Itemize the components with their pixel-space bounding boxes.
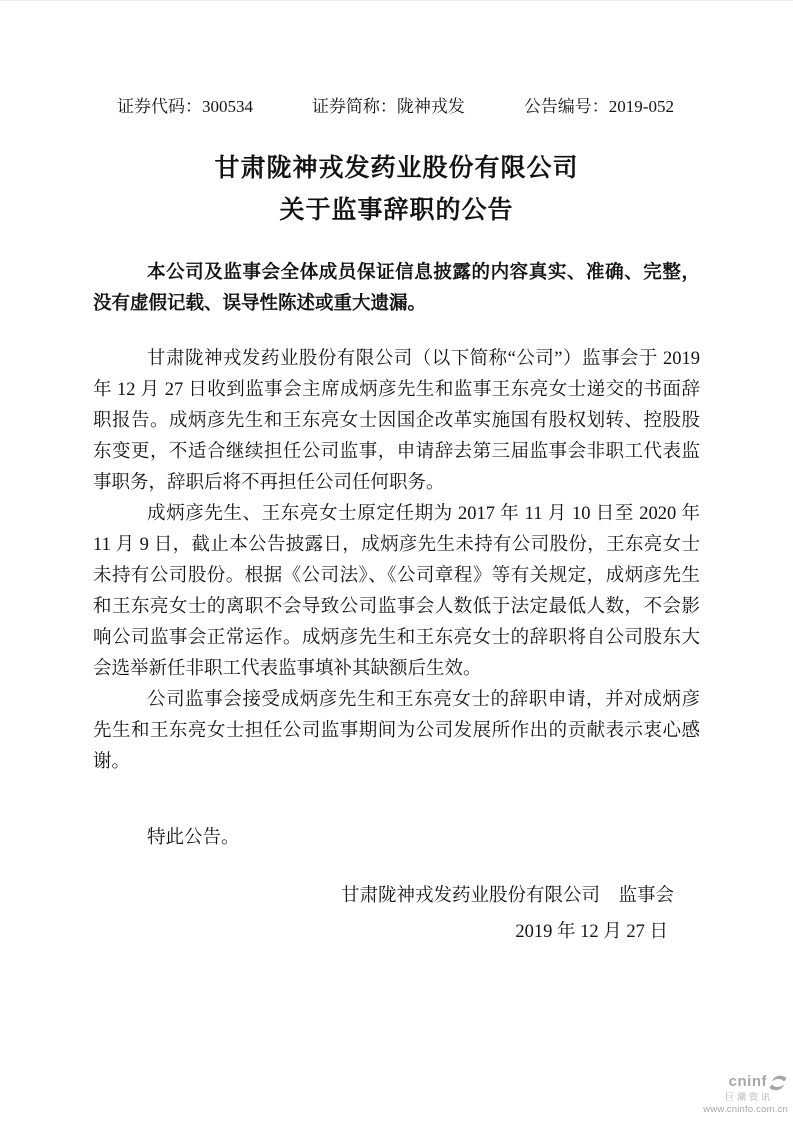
signature-block [93,878,700,950]
body-paragraph: 公司监事会接受成炳彦先生和王东亮女士的辞职申请，并对成炳彦先生和王东亮女士担任公司监事期间为公司发展所作出的贡献表示衷心感谢。 [93,690,700,772]
closing-line: 特此公告。 [147,828,240,848]
document-title-line2: 关于监事辞职的公告 [279,196,514,224]
cninfo-logo-row [703,1074,789,1092]
cninfo-url: www.cninfo.com.cn [703,1103,788,1115]
announcement-number: 公告编号：2019-052 [523,97,674,116]
signature-company: 甘肃陇神戎发药业股份有限公司 监事会 [340,886,674,906]
stock-code: 证券代码：300534 [117,97,253,116]
body-paragraph: 甘肃陇神戎发药业股份有限公司（以下简称“公司”）监事会于 2019 年 12 月 27 日收到监事会主席成炳彦先生和监事王东亮女士递交的书面辞职报告。成炳彦先生和王东亮女士因国企改革实施国有股权划转、控股股东变更，不适合继续担任公司监事，申请辞去第三届监事会非职工代表监事职务，辞职后将不再担任公司任何职务。 [93,349,700,493]
signature-date: 2019 年 12 月 27 日 [515,922,668,942]
document-header [93,1,700,119]
cninfo-watermark [703,1074,789,1115]
cninfo-brand-text: cninf [728,1073,767,1091]
document-title-line1: 甘肃陇神戎发药业股份有限公司 [214,154,579,182]
disclosure-statement: 本公司及监事会全体成员保证信息披露的内容真实、准确、完整，没有虚假记载、误导性陈述或重大遗漏。 [93,261,700,313]
stock-short-name: 证券简称：陇神戎发 [311,97,465,116]
cninfo-chinese-name: 巨潮资讯 [724,1091,773,1102]
body-paragraph: 成炳彦先生、王东亮女士原定任期为 2017 年 11 月 10 日至 2020 年 11 月 9 日，截止本公告披露日，成炳彦先生未持有公司股份，王东亮女士未持有公司股份。根据《公司法》、《公司章程》等有关规定，成炳彦先生和王东亮女士的离职不会导致公司监事会人数低于法定最低人数，不会影响公司监事会正常运作。成炳彦先生和王东亮女士的辞职将自公司股东大会选举新任非职工代表监事填补其缺额后生效。 [93,504,700,679]
document-title [93,147,700,231]
cninfo-swirl-icon [769,1074,787,1092]
